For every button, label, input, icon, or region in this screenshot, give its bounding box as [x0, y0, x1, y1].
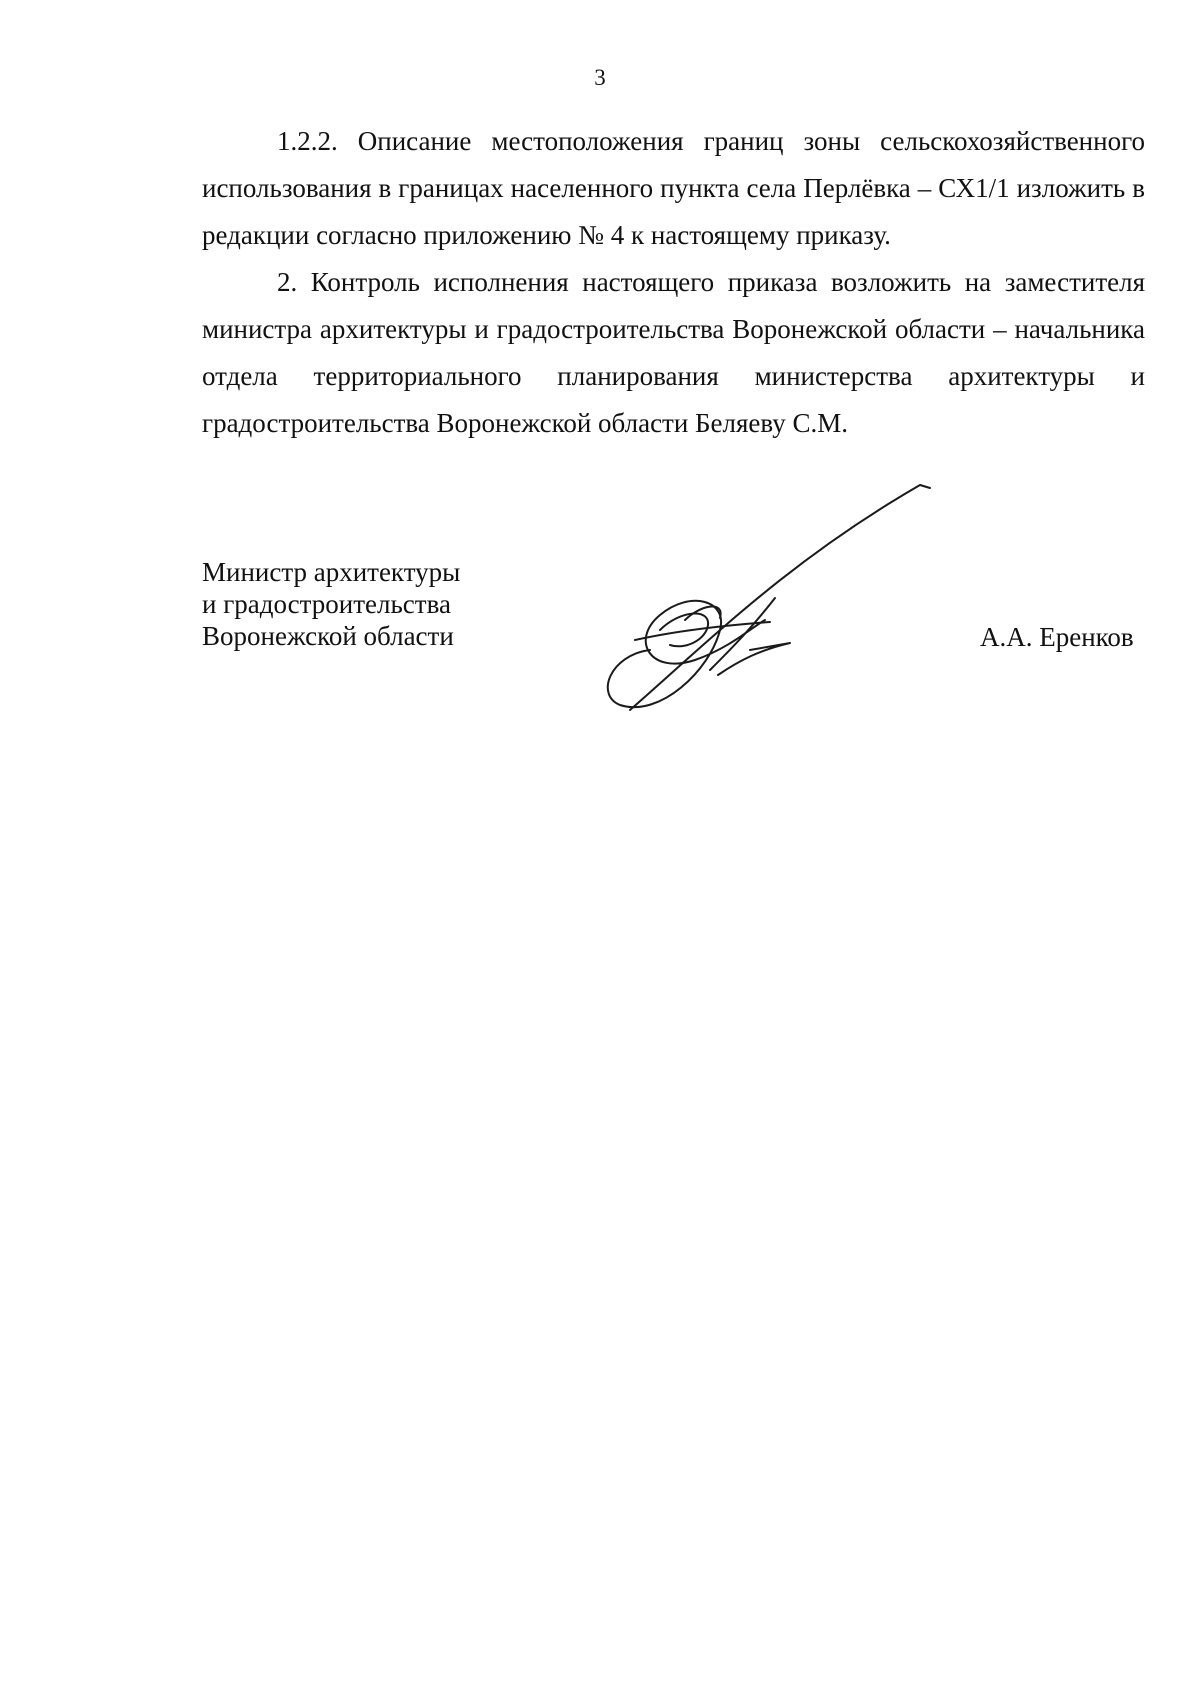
signer-name: А.А. Еренков — [980, 622, 1134, 652]
paragraph-1-2-2: 1.2.2. Описание местоположения границ зоны сельскохозяйственного использования в границах населенного пункта села Перлёвка – СХ1/1 изложить в редакции согласно приложению № 4 к настоящему приказу. — [202, 126, 1145, 250]
signer-position-line: Воронежской области — [202, 621, 454, 651]
paragraph-2: 2. Контроль исполнения настоящего приказа возложить на заместителя министра архитектуры и градостроительства Воронежской области – начальника отдела территориального планирования министерства архитектуры и градостроительства Воронежской области Беляеву С.М. — [202, 267, 1145, 438]
document-body — [202, 118, 1145, 447]
signer-position-line: Министр архитектуры — [202, 557, 461, 587]
signer-position — [202, 556, 460, 652]
signer-position-line: и градостроительства — [202, 589, 451, 619]
page-number: 3 — [594, 65, 606, 90]
handwritten-signature-icon — [590, 480, 940, 730]
